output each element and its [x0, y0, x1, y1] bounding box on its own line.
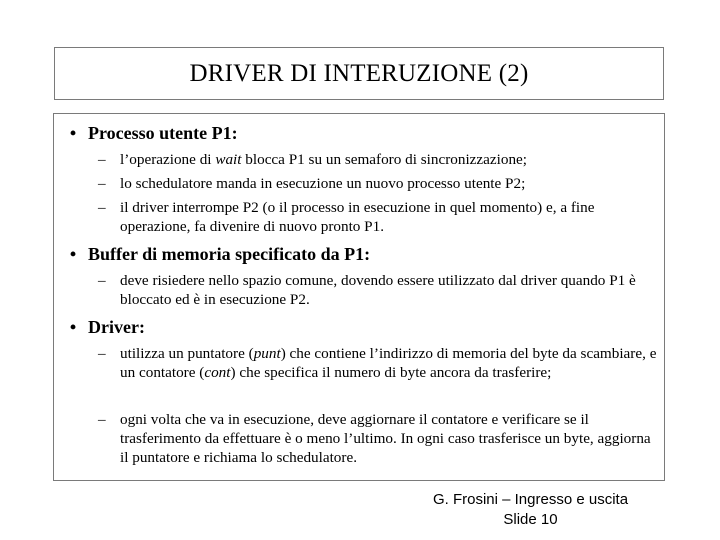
bullet-symbol: •: [69, 244, 77, 264]
dash-symbol: –: [98, 199, 106, 216]
sub-item: [98, 174, 658, 193]
footer: [398, 490, 663, 530]
slide-number: Slide 10: [503, 511, 558, 528]
sub-item: [98, 271, 658, 309]
bullet-symbol: •: [69, 317, 77, 337]
footer-author: G. Frosini – Ingresso e uscita: [432, 491, 629, 508]
bullet-driver: [58, 317, 145, 338]
sub-text: utilizza un puntatore (punt) che contiene l’indirizzo di memoria del byte da scambiare, e un contatore (cont) che specifica il numero di byte ancora da trasferire;: [120, 345, 657, 381]
dash-symbol: –: [98, 272, 106, 289]
sub-text: l’operazione di wait blocca P1 su un semaforo di sincronizzazione;: [120, 151, 528, 168]
bullet-symbol: •: [69, 123, 77, 143]
content-box: [53, 113, 665, 481]
title-box: [54, 47, 664, 100]
bullet-text: Processo utente P1:: [88, 123, 238, 143]
sub-item: [98, 410, 658, 467]
sub-item: [98, 150, 658, 169]
dash-symbol: –: [98, 175, 106, 192]
bullet-text: Buffer di memoria specificato da P1:: [88, 244, 371, 264]
sub-text: lo schedulatore manda in esecuzione un nuovo processo utente P2;: [120, 175, 526, 192]
sub-text: il driver interrompe P2 (o il processo in esecuzione in quel momento) e, a fine operazione, fa divenire di nuovo pronto P1.: [120, 199, 595, 235]
dash-symbol: –: [98, 151, 106, 168]
sub-text: ogni volta che va in esecuzione, deve aggiornare il contatore e verificare se il trasferimento da effettuare è o meno l’ultimo. In ogni caso trasferisce un byte, aggiorna il puntatore e richiama lo schedulatore.: [120, 411, 651, 466]
bullet-text: Driver:: [88, 317, 145, 337]
sub-item: [98, 198, 658, 236]
bullet-processo: [58, 123, 238, 144]
sub-item: [98, 344, 658, 382]
dash-symbol: –: [98, 345, 106, 362]
bullet-buffer: [58, 244, 370, 265]
sub-text: deve risiedere nello spazio comune, dovendo essere utilizzato dal driver quando P1 è bloccato ed è in esecuzione P2.: [120, 272, 636, 308]
dash-symbol: –: [98, 411, 106, 428]
slide-title: DRIVER DI INTERUZIONE (2): [189, 59, 529, 87]
